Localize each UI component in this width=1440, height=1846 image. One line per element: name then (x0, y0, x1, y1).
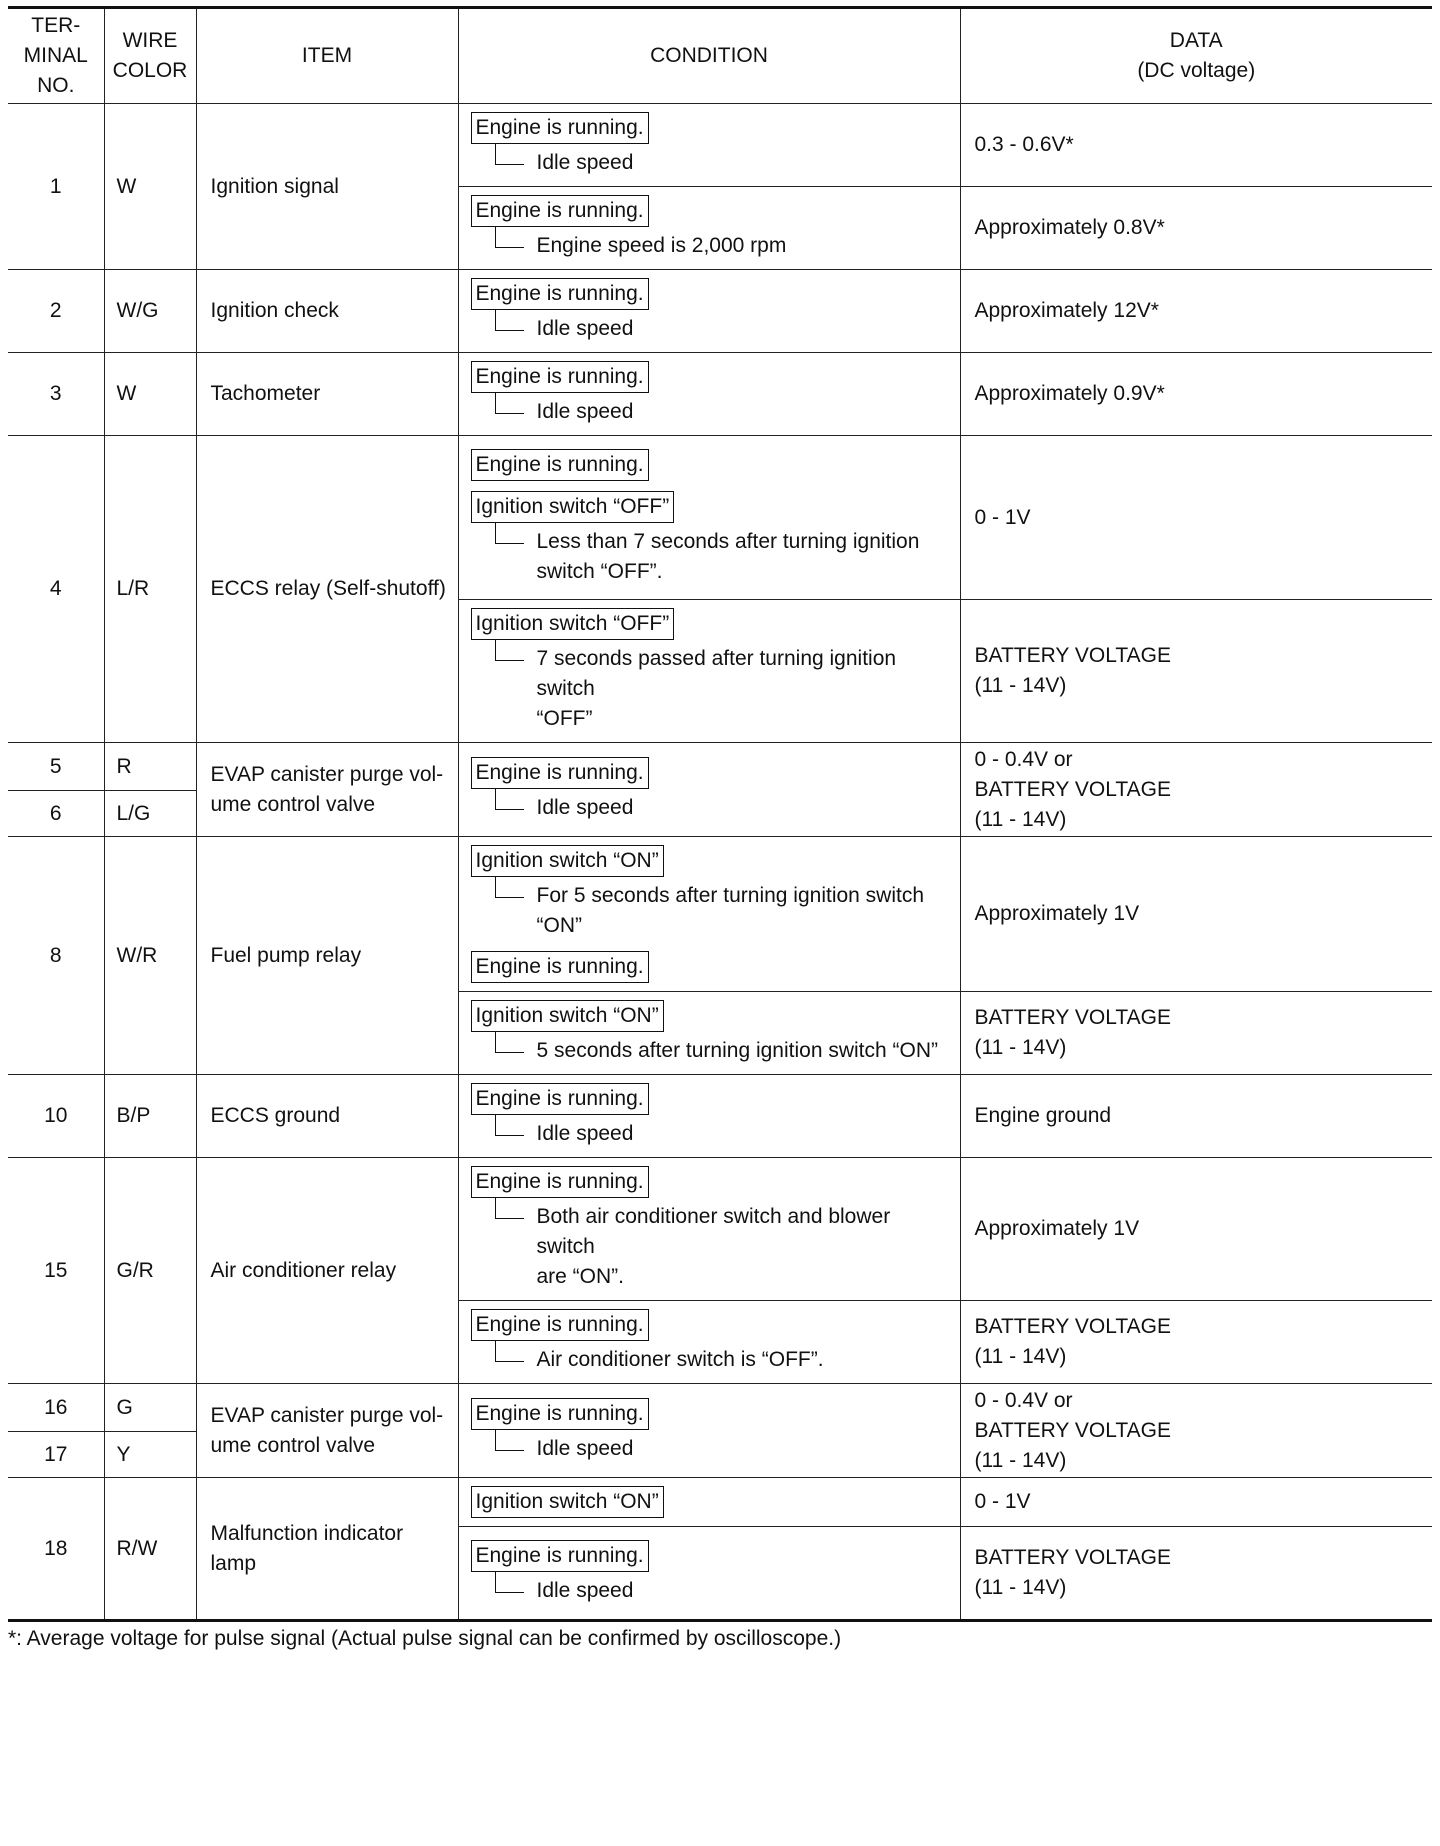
data-value-line: 0 - 0.4V or (974, 1388, 1073, 1412)
item-line: Tachometer (210, 382, 321, 405)
condition-box: Ignition switch “ON” (471, 1000, 664, 1032)
condition-detail-line: Less than 7 seconds after turning ignition (536, 529, 920, 553)
condition-detail-line: Idle speed (536, 1579, 634, 1602)
data-value-line: (11 - 14V) (974, 1036, 1067, 1059)
condition-block (471, 1309, 954, 1375)
condition-detail (495, 148, 954, 178)
condition-detail-line: Idle speed (536, 795, 634, 819)
footnote: *: Average voltage for pulse signal (Actual pulse signal can be confirmed by oscilloscope.) (8, 1627, 842, 1650)
data-cell (960, 600, 1432, 743)
condition-box: Ignition switch “ON” (471, 1486, 664, 1518)
condition-detail-line: Idle speed (536, 151, 634, 174)
terminal-no-cell: 1 (8, 104, 104, 270)
wire-color-cell: L/R (104, 436, 196, 743)
condition-detail (495, 527, 954, 587)
terminal-no-cell: 16 (8, 1384, 104, 1432)
condition-detail-line: Air conditioner switch is “OFF”. (536, 1348, 824, 1371)
condition-detail (495, 1576, 954, 1606)
data-value-line: (11 - 14V) (974, 1576, 1067, 1599)
condition-block (471, 1166, 954, 1292)
wire-color-cell: W (104, 104, 196, 270)
condition-box: Engine is running. (471, 1398, 649, 1430)
terminal-no-cell: 8 (8, 837, 104, 1075)
data-cell (960, 837, 1432, 992)
item-line: Ignition signal (210, 174, 339, 198)
condition-cell (458, 1158, 960, 1301)
data-value-line: (11 - 14V) (974, 807, 1067, 831)
condition-detail-line: Idle speed (536, 400, 634, 423)
terminal-no-cell: 2 (8, 270, 104, 353)
terminal-no-cell: 3 (8, 353, 104, 436)
item-line: Fuel pump relay (210, 943, 362, 967)
condition-cell (458, 992, 960, 1075)
condition-detail-line: Both air conditioner switch and blower switch (536, 1205, 891, 1258)
wire-color-cell: R (104, 743, 196, 791)
table-row (8, 743, 1432, 791)
condition-detail (495, 793, 954, 823)
item-cell (196, 1478, 458, 1621)
data-value-line: BATTERY VOLTAGE (974, 1418, 1171, 1442)
item-cell (196, 837, 458, 1075)
condition-block (471, 1540, 954, 1606)
data-value-line: Approximately 1V (974, 1217, 1140, 1240)
condition-detail-line: are “ON”. (536, 1265, 625, 1288)
condition-box: Engine is running. (471, 1309, 649, 1341)
condition-detail (495, 314, 954, 344)
condition-detail (495, 397, 954, 427)
data-cell (960, 187, 1432, 270)
table-row (8, 270, 1432, 353)
item-cell (196, 743, 458, 837)
data-value-line: BATTERY VOLTAGE (974, 777, 1171, 801)
condition-detail-line: 5 seconds after turning ignition switch “ON” (536, 1039, 939, 1062)
condition-box: Engine is running. (471, 449, 649, 481)
condition-block (471, 195, 954, 261)
item-line: EVAP canister purge vol- (210, 1403, 444, 1427)
document (8, 6, 1432, 1654)
item-line: Air conditioner relay (210, 1258, 397, 1282)
wire-color-cell: R/W (104, 1478, 196, 1621)
table-row (8, 1478, 1432, 1527)
header-terminal-no: TER- MINAL NO. (8, 8, 104, 104)
condition-box: Ignition switch “ON” (471, 845, 664, 877)
data-cell (960, 436, 1432, 600)
table-row (8, 1384, 1432, 1432)
condition-detail (495, 1119, 954, 1149)
data-cell (960, 1478, 1432, 1527)
data-value-line: BATTERY VOLTAGE (974, 1546, 1171, 1569)
item-cell (196, 270, 458, 353)
terminal-no-cell: 6 (8, 791, 104, 837)
condition-block (471, 1486, 954, 1518)
condition-block (471, 112, 954, 178)
condition-block (471, 361, 954, 427)
table-row (8, 104, 1432, 187)
condition-block (471, 1000, 954, 1066)
data-value-line: 0.3 - 0.6V* (974, 133, 1074, 156)
condition-detail (495, 1345, 954, 1375)
data-value-line: BATTERY VOLTAGE (974, 1315, 1171, 1338)
data-value-line: (11 - 14V) (974, 1448, 1067, 1472)
data-value-line: Approximately 1V (974, 902, 1140, 925)
data-cell (960, 1527, 1432, 1621)
data-value-line: BATTERY VOLTAGE (974, 644, 1171, 667)
terminal-no-cell: 4 (8, 436, 104, 743)
condition-cell (458, 837, 960, 992)
item-line: ume control valve (210, 1433, 376, 1457)
data-cell (960, 1384, 1432, 1478)
condition-cell (458, 436, 960, 600)
condition-block (471, 278, 954, 344)
condition-box: Engine is running. (471, 951, 649, 983)
condition-block (471, 951, 954, 983)
condition-block (471, 491, 954, 587)
terminal-no-cell: 15 (8, 1158, 104, 1384)
terminal-no-cell: 17 (8, 1432, 104, 1478)
condition-detail (495, 644, 954, 734)
data-value-line: BATTERY VOLTAGE (974, 1006, 1171, 1029)
header-data: DATA (DC voltage) (960, 8, 1432, 104)
data-value-line: Approximately 12V* (974, 299, 1159, 322)
item-cell (196, 353, 458, 436)
condition-cell (458, 270, 960, 353)
data-value-line: Approximately 0.9V* (974, 382, 1165, 405)
wire-color-cell: L/G (104, 791, 196, 837)
terminal-no-cell: 10 (8, 1075, 104, 1158)
item-cell (196, 1384, 458, 1478)
header-item: ITEM (196, 8, 458, 104)
item-line: Malfunction indicator lamp (210, 1521, 404, 1575)
condition-detail-line: “ON” (536, 914, 582, 937)
condition-box: Ignition switch “OFF” (471, 608, 675, 640)
item-cell (196, 436, 458, 743)
wire-color-cell: B/P (104, 1075, 196, 1158)
header-wire-color: WIRE COLOR (104, 8, 196, 104)
data-value-line: Engine ground (974, 1104, 1112, 1127)
condition-detail-line: 7 seconds passed after turning ignition switch (536, 647, 897, 700)
condition-detail (495, 1434, 954, 1464)
item-line: ECCS relay (Self-shutoff) (210, 577, 446, 600)
condition-box: Engine is running. (471, 1540, 649, 1572)
data-value-line: 0 - 1V (974, 1490, 1031, 1513)
item-line: Ignition check (210, 299, 339, 322)
wire-color-cell: G (104, 1384, 196, 1432)
condition-cell (458, 187, 960, 270)
item-line: ume control valve (210, 792, 376, 816)
condition-detail-line: Idle speed (536, 1122, 634, 1145)
data-cell (960, 270, 1432, 353)
item-cell (196, 1158, 458, 1384)
condition-block (471, 449, 954, 481)
condition-detail-line: “OFF” (536, 707, 593, 730)
item-line: ECCS ground (210, 1104, 341, 1127)
data-cell (960, 992, 1432, 1075)
condition-box: Engine is running. (471, 1166, 649, 1198)
data-cell (960, 1075, 1432, 1158)
condition-cell (458, 1301, 960, 1384)
condition-block (471, 1398, 954, 1464)
table-row (8, 436, 1432, 600)
condition-box: Engine is running. (471, 278, 649, 310)
condition-cell (458, 353, 960, 436)
data-cell (960, 1301, 1432, 1384)
data-value-line: 0 - 1V (974, 505, 1031, 529)
data-value-line: 0 - 0.4V or (974, 747, 1073, 771)
item-cell (196, 104, 458, 270)
condition-detail-line: Idle speed (536, 317, 634, 340)
item-cell (196, 1075, 458, 1158)
wire-color-cell: W (104, 353, 196, 436)
condition-block (471, 608, 954, 734)
condition-detail (495, 1036, 954, 1066)
condition-cell (458, 1478, 960, 1527)
condition-detail (495, 881, 954, 941)
condition-block (471, 757, 954, 823)
condition-detail (495, 1202, 954, 1292)
terminal-no-cell: 18 (8, 1478, 104, 1621)
wire-color-cell: G/R (104, 1158, 196, 1384)
condition-box: Engine is running. (471, 195, 649, 227)
condition-box: Engine is running. (471, 757, 649, 789)
wire-color-cell: W/R (104, 837, 196, 1075)
data-value-line: (11 - 14V) (974, 1345, 1067, 1368)
condition-box: Engine is running. (471, 112, 649, 144)
data-cell (960, 104, 1432, 187)
condition-detail-line: For 5 seconds after turning ignition switch (536, 884, 925, 907)
condition-detail-line: Idle speed (536, 1436, 634, 1460)
terminal-no-cell: 5 (8, 743, 104, 791)
condition-box: Ignition switch “OFF” (471, 491, 675, 523)
condition-box: Engine is running. (471, 1083, 649, 1115)
condition-cell (458, 1384, 960, 1478)
condition-cell (458, 600, 960, 743)
wire-color-cell: W/G (104, 270, 196, 353)
header-condition: CONDITION (458, 8, 960, 104)
condition-cell (458, 104, 960, 187)
wire-color-cell: Y (104, 1432, 196, 1478)
data-value-line: Approximately 0.8V* (974, 216, 1165, 239)
condition-block (471, 845, 954, 941)
data-cell (960, 353, 1432, 436)
condition-cell (458, 1075, 960, 1158)
condition-detail-line: switch “OFF”. (536, 559, 663, 583)
table-row (8, 1075, 1432, 1158)
table-row (8, 837, 1432, 992)
table-row (8, 1158, 1432, 1301)
condition-detail (495, 231, 954, 261)
condition-detail-line: Engine speed is 2,000 rpm (536, 234, 787, 257)
data-cell (960, 1158, 1432, 1301)
condition-cell (458, 1527, 960, 1621)
data-value-line: (11 - 14V) (974, 674, 1067, 697)
condition-block (471, 1083, 954, 1149)
header-row (8, 8, 1432, 104)
item-line: EVAP canister purge vol- (210, 762, 444, 786)
data-cell (960, 743, 1432, 837)
table-row (8, 353, 1432, 436)
condition-box: Engine is running. (471, 361, 649, 393)
ecm-terminal-table (8, 6, 1432, 1622)
condition-cell (458, 743, 960, 837)
